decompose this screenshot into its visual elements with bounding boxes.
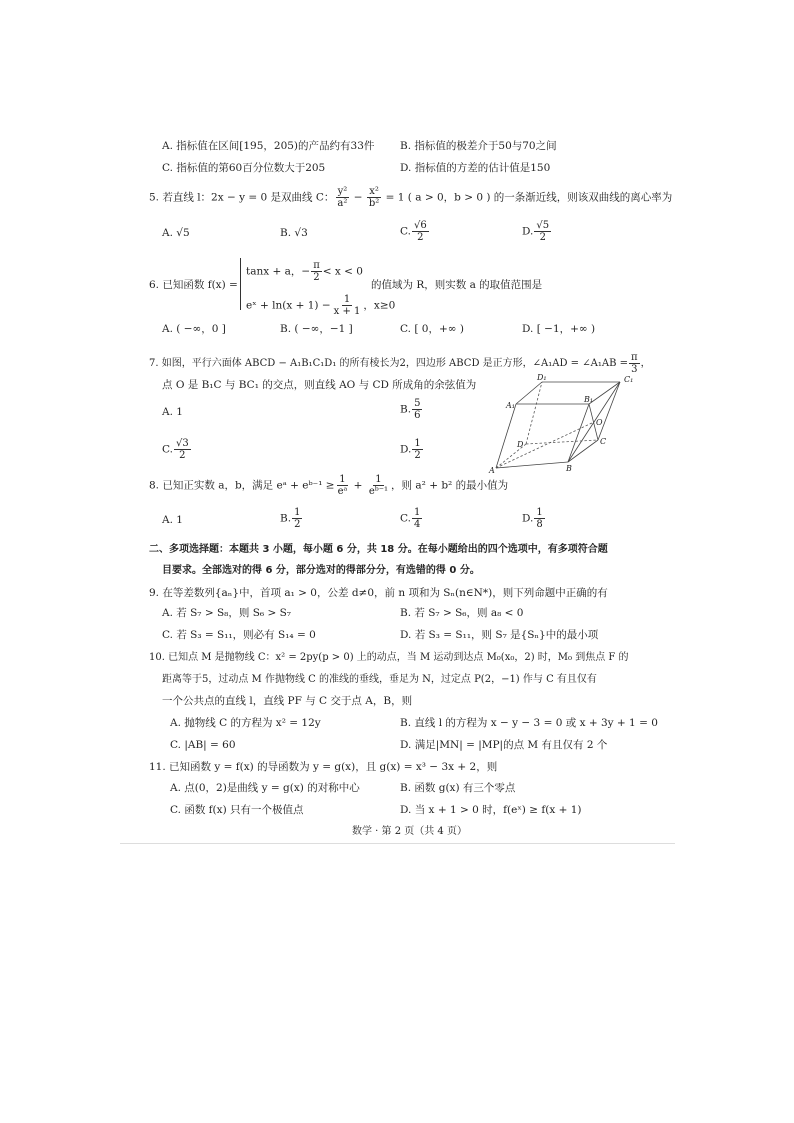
label-a1: A₁	[506, 401, 515, 410]
label-a: A	[489, 466, 495, 475]
footer-divider	[120, 843, 675, 844]
q9-option-a: A. 若 S₇ > S₈，则 S₆ > S₇	[162, 607, 291, 619]
q7-option-c: C. $\frac{√3}{2}$	[162, 438, 189, 461]
edge-b-c	[568, 440, 598, 462]
page-footer: 数学 · 第 2 页（共 4 页）	[352, 826, 467, 837]
q9-option-c: C. 若 S₃ = S₁₁，则必有 S₁₄ = 0	[162, 629, 316, 641]
q6-option-c: C. [ 0，+∞ )	[400, 323, 464, 335]
q8-option-b: B. $\frac{1}{2}$	[280, 507, 301, 530]
q5-stem-b: = 1 ( a > 0，b > 0 ) 的一条渐近线，则该双曲线的离心率为	[382, 191, 673, 204]
q4-option-c: C. 指标值的第60百分位数大于205	[162, 162, 326, 174]
q7-line2: 点 O 是 B₁C 与 BC₁ 的交点，则直线 AO 与 CD 所成角的余弦值为	[162, 379, 477, 391]
edge-d-d1-hidden	[526, 382, 542, 444]
q5-option-d: D. $\frac{√5}{2}$	[522, 220, 550, 243]
edge-d-c-hidden	[526, 440, 598, 444]
q10-option-a: A. 抛物线 C 的方程为 x² = 12y	[170, 717, 321, 729]
q6-case1: tanx + a，− $\frac{\pi}{2}$ < x < 0	[246, 260, 363, 283]
q7-option-d: D. $\frac{1}{2}$	[400, 438, 421, 461]
edge-a-a1	[496, 404, 516, 468]
q11-option-c: C. 函数 f(x) 只有一个极值点	[170, 804, 304, 816]
q8-stem: 8. 已知正实数 a，b，满足 eᵃ + eᵇ⁻¹ ≥ $\frac{1}{\text{eᵃ}}$ + $\frac{1}{\text{eᵇ⁻¹}}$ ，则 a² + b² 的最小值为	[149, 474, 509, 497]
q5-option-c: C. $\frac{√6}{2}$	[400, 220, 427, 243]
q7-parallelepiped-figure	[486, 372, 640, 476]
label-d1: D₁	[537, 373, 547, 382]
q10-line1: 10. 已知点 M 是抛物线 C：x² = 2py(p > 0) 上的动点，当 M 运动到达点 M₀(x₀，2) 时，M₀ 到焦点 F 的	[149, 652, 629, 663]
edge-c1-b1	[589, 382, 620, 404]
q11-stem: 11. 已知函数 y = f(x) 的导函数为 y = g(x)，且 g(x) = x³ − 3x + 2，则	[149, 761, 498, 773]
q6-case2: eˣ + ln(x + 1) − $\frac{1}{x + 1}$ ，x≥0	[246, 294, 396, 317]
q6-stem-b: 的值域为 R，则实数 a 的取值范围是	[371, 279, 543, 291]
q10-option-b: B. 直线 l 的方程为 x − y − 3 = 0 或 x + 3y + 1 = 0	[400, 717, 658, 729]
q10-option-d: D. 满足|MN| = |MP|的点 M 有且仅有 2 个	[400, 739, 608, 751]
q6-option-b: B. ( −∞，−1 ]	[280, 323, 353, 335]
edge-a1-d1	[516, 382, 542, 404]
label-d: D	[517, 440, 524, 449]
q11-option-d: D. 当 x + 1 > 0 时，f(eˣ) ≥ f(x + 1)	[400, 804, 582, 816]
q6-option-d: D. [ −1，+∞ )	[522, 323, 596, 335]
edge-a-b	[496, 462, 568, 468]
q11-option-b: B. 函数 g(x) 有三个零点	[400, 782, 516, 794]
q5-fraction-x: $\frac{\text{x²}}{\text{b²}}$	[368, 186, 380, 209]
q11-option-a: A. 点(0，2)是曲线 y = g(x) 的对称中心	[170, 782, 360, 794]
q6-option-a: A. ( −∞，0 ]	[162, 323, 226, 335]
q5-stem-a: 5. 若直线 l：2x − y = 0 是双曲线 C：	[149, 191, 335, 204]
q10-line2: 距离等于5，过动点 M 作抛物线 C 的准线的垂线，垂足为 N，过定点 P(2，−1) 作与 C 有且仅有	[162, 674, 597, 685]
label-b: B	[566, 464, 572, 473]
q9-option-d: D. 若 S₃ = S₁₁，则 S₇ 是{Sₙ}中的最小项	[400, 629, 599, 641]
q10-option-c: C. |AB| = 60	[170, 739, 236, 751]
q5-stem: 5. 若直线 l：2x − y = 0 是双曲线 C： $\frac{\text{y²}}{\text{a²}}$ − $\frac{\text{x²}}{\text{b²}}$ = 1 ( a > 0，b > 0 ) 的一条渐近线，则该双曲线的离心率为	[149, 186, 673, 209]
label-c1: C₁	[624, 375, 634, 384]
q4-option-a: A. 指标值在区间[195，205)的产品约有33件	[162, 140, 375, 152]
label-c: C	[600, 437, 607, 446]
q5-option-b: B. √3	[280, 227, 308, 239]
q5-option-a: A. √5	[162, 227, 190, 239]
q8-option-d: D. $\frac{1}{8}$	[522, 507, 543, 530]
q5-fraction-y: $\frac{\text{y²}}{\text{a²}}$	[337, 186, 348, 209]
q7-option-a: A. 1	[162, 406, 183, 418]
q9-stem: 9. 在等差数列{aₙ}中，首项 a₁ > 0，公差 d≠0，前 n 项和为 Sₙ(n∈N*)，则下列命题中正确的有	[149, 587, 608, 599]
q9-option-b: B. 若 S₇ > S₆，则 a₈ < 0	[400, 607, 524, 619]
section2-heading-line2: 目要求。全部选对的得 6 分，部分选对的得部分分，有选错的得 0 分。	[162, 565, 480, 576]
section2-heading-line1: 二、多项选择题：本题共 3 小题，每小题 6 分，共 18 分。在每小题给出的四个选项中，有多项符合题	[149, 544, 608, 555]
q8-option-c: C. $\frac{1}{4}$	[400, 507, 421, 530]
q4-option-d: D. 指标值的方差的估计值是150	[400, 162, 551, 174]
q7-line1: 7. 如图，平行六面体 ABCD − A₁B₁C₁D₁ 的所有棱长为2，四边形 ABCD 是正方形，∠A₁AD = ∠A₁AB = $\frac{\pi}{3}$ ，	[149, 352, 651, 375]
q8-option-a: A. 1	[162, 514, 183, 526]
q10-line3: 一个公共点的直线 l，直线 PF 与 C 交于点 A，B，则	[162, 695, 413, 707]
q6-stem-a: 6. 已知函数 f(x) =	[149, 279, 238, 291]
label-b1: B₁	[584, 395, 594, 404]
q6-brace	[240, 258, 241, 310]
q7-option-b: B. $\frac{5}{6}$	[400, 398, 421, 421]
q4-option-b: B. 指标值的极差介于50与70之间	[400, 140, 557, 152]
label-o: O	[596, 418, 603, 427]
